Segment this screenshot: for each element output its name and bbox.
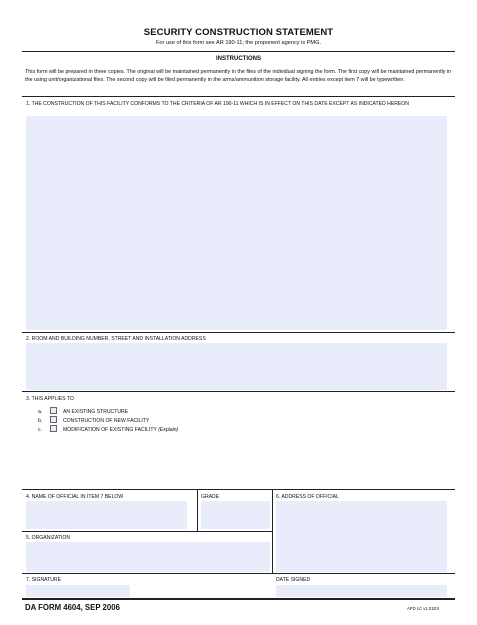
instructions-heading: INSTRUCTIONS [216,56,261,62]
instructions-divider [22,96,455,97]
item3-divider [22,489,455,490]
signature-field[interactable] [26,585,130,597]
item5-label: 5. ORGANIZATION [26,535,71,541]
grade-divider-line [197,490,198,531]
option-b-letter: b. [38,418,43,424]
date-signed-label: DATE SIGNED [276,577,311,583]
header-divider [22,51,455,52]
date-signed-field[interactable] [276,585,447,597]
official-name-field[interactable] [26,501,187,529]
option-c-note: (Explain) [158,427,179,433]
organization-field[interactable] [26,542,270,572]
grade-label: GRADE [201,494,220,500]
item2-divider [22,391,455,392]
instructions-text: This form will be prepared in three copies. The original will be maintained permanently in the files of the individual signing the form. The first copy will be maintained permanently in the using unit/organizational files. The second copy will be filed permanently in the arms/ammunition storage facility. All entries except item 7 will be typewritten. [25,69,452,84]
item6-label: 6. ADDRESS OF OFFICIAL [276,494,339,500]
new-facility-checkbox[interactable] [50,416,57,423]
option-a-letter: a. [38,409,43,415]
item4-label: 4. NAME OF OFFICIAL IN ITEM 7 BELOW [26,494,124,500]
item7-label: 7. SIGNATURE [26,577,62,583]
item4-divider [22,531,273,532]
form-title: SECURITY CONSTRUCTION STATEMENT [143,27,334,38]
address-divider-line [272,490,273,574]
form-version: APD LC v1.01ES [407,606,440,611]
existing-structure-checkbox[interactable] [50,407,57,414]
option-b-label: CONSTRUCTION OF NEW FACILITY [63,418,150,424]
option-c-text: MODIFICATION OF EXISTING FACILITY [63,427,157,433]
option-c-letter: c. [38,427,42,433]
item5-divider [22,573,455,574]
item3-label: 3. THIS APPLIES TO [26,396,74,402]
modification-checkbox[interactable] [50,425,57,432]
item1-divider [22,332,455,333]
option-c-label [63,427,178,433]
option-a-label: AN EXISTING STRUCTURE [63,409,129,415]
form-subtitle: For use of this form see AR 190-11; the proponent agency is PMG. [156,40,321,46]
footer-divider [22,598,455,600]
grade-field[interactable] [201,501,270,529]
item2-label: 2. ROOM AND BUILDING NUMBER, STREET AND INSTALLATION ADDRESS [26,336,206,342]
form-number: DA FORM 4604, SEP 2006 [25,603,120,612]
item2-address-field[interactable] [26,343,447,390]
item1-exceptions-field[interactable] [26,116,447,330]
item1-label: 1. THE CONSTRUCTION OF THIS FACILITY CONFORMS TO THE CRITERIA OF AR 190-11 WHICH IS IN EFFECT ON THIS DATE EXCEPT AS INDICATED HEREON [26,101,409,107]
official-address-field[interactable] [276,501,447,572]
